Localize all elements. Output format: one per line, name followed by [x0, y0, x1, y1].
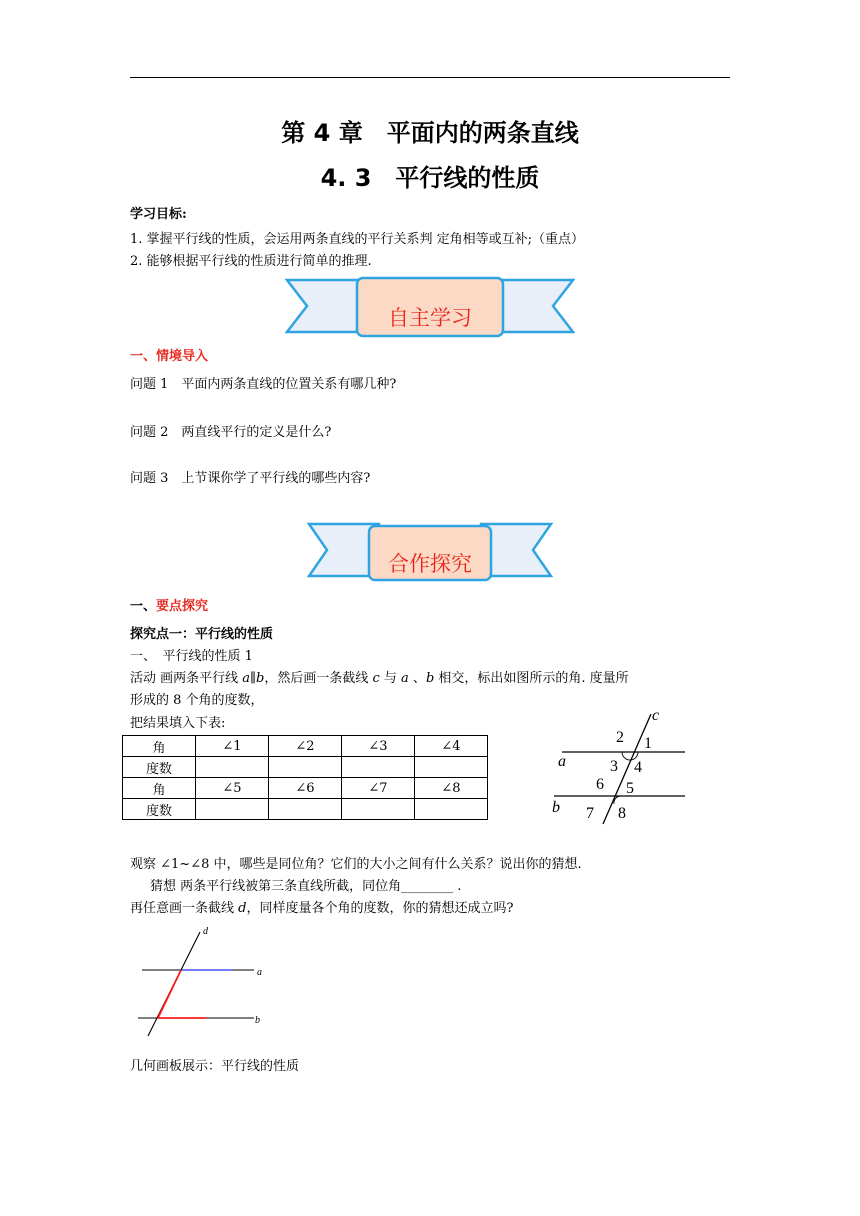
label-angle-1: 1	[644, 735, 652, 752]
section1-heading: 一、情境导入	[130, 349, 209, 364]
parallel-lines-figure-2	[134, 924, 270, 1040]
table-cell: ∠4	[415, 736, 488, 757]
chapter-title: 第 4 章 平面内的两条直线	[281, 119, 579, 147]
label-a: a	[558, 753, 566, 770]
table-cell: ∠3	[342, 736, 415, 757]
fill-table-instruction: 把结果填入下表:	[130, 716, 226, 731]
table-cell[interactable]	[342, 799, 415, 820]
activity-line-2: 形成的 8 个角的度数，	[130, 693, 264, 708]
table-cell[interactable]	[415, 799, 488, 820]
label-angle-6: 6	[596, 776, 604, 793]
top-rule	[130, 77, 730, 78]
conjecture-text: 猜想 两条平行线被第三条直线所截，同位角________ .	[150, 879, 462, 894]
label-c: c	[652, 707, 660, 724]
label-b: b	[552, 799, 560, 816]
label-angle-4: 4	[634, 759, 642, 776]
banner-2-text: 合作探究	[388, 552, 472, 576]
table-cell[interactable]	[269, 757, 342, 778]
observe-text: 观察 ∠1~∠8 中，哪些是同位角？它们的大小之间有什么关系？说出你的猜想.	[130, 857, 582, 872]
section-title: 4. 3 平行线的性质	[320, 164, 540, 192]
geometry-demo-text: 几何画板展示：平行线的性质	[130, 1059, 300, 1074]
table-row	[123, 757, 488, 778]
table-cell: ∠5	[196, 778, 269, 799]
banner-1-text: 自主学习	[388, 306, 472, 330]
question-1: 问题 1 平面内两条直线的位置关系有哪几种?	[130, 377, 397, 392]
table-cell: ∠8	[415, 778, 488, 799]
parallel-lines-figure-1	[548, 704, 693, 826]
table-row	[123, 736, 488, 757]
again-text: 再任意画一条截线 d，同样度量各个角的度数，你的猜想还成立吗?	[130, 901, 514, 916]
label-d: d	[203, 926, 208, 937]
question-3: 问题 3 上节课你学了平行线的哪些内容?	[130, 471, 371, 486]
table-cell: 角	[123, 736, 196, 757]
table-cell: ∠2	[269, 736, 342, 757]
label-angle-8: 8	[618, 805, 626, 822]
angle-degree-table	[122, 735, 488, 820]
question-2: 问题 2 两直线平行的定义是什么?	[130, 425, 332, 440]
explore-point-1: 探究点一：平行线的性质	[130, 627, 274, 642]
table-cell: ∠6	[269, 778, 342, 799]
objective-1: 1. 掌握平行线的性质，会运用两条直线的平行关系判 定角相等或互补;（重点）	[130, 232, 585, 247]
table-cell: 角	[123, 778, 196, 799]
label-angle-2: 2	[616, 729, 624, 746]
table-cell: 度数	[123, 757, 196, 778]
table-cell[interactable]	[196, 757, 269, 778]
activity-line-1: 活动 画两条平行线 a∥b，然后画一条截线 c 与 a 、b 相交，标出如图所示的角. 度量所	[130, 671, 629, 686]
section2-heading: 一、要点探究	[130, 599, 209, 614]
label-angle-5: 5	[626, 780, 634, 797]
label-b: b	[255, 1015, 260, 1026]
table-cell[interactable]	[196, 799, 269, 820]
table-cell: ∠1	[196, 736, 269, 757]
objective-2: 2. 能够根据平行线的性质进行简单的推理.	[130, 254, 372, 269]
label-angle-3: 3	[610, 758, 618, 775]
table-cell[interactable]	[342, 757, 415, 778]
table-cell[interactable]	[415, 757, 488, 778]
table-cell: 度数	[123, 799, 196, 820]
table-row	[123, 799, 488, 820]
table-cell[interactable]	[269, 799, 342, 820]
label-angle-7: 7	[586, 805, 594, 822]
label-a: a	[257, 967, 262, 978]
table-row	[123, 778, 488, 799]
table-cell: ∠7	[342, 778, 415, 799]
objectives-label: 学习目标:	[130, 207, 187, 222]
property-1-heading: 一、 平行线的性质 1	[130, 649, 253, 664]
